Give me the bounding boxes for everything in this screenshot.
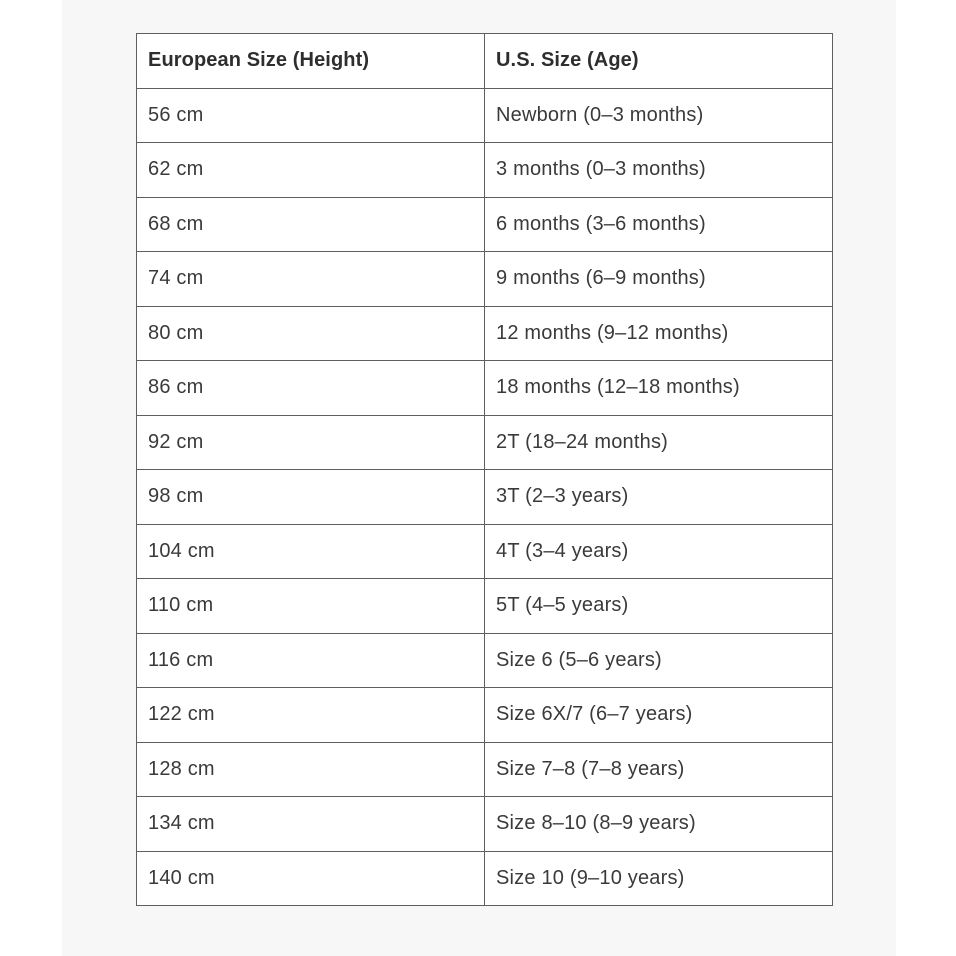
cell-european-size: 116 cm bbox=[137, 633, 485, 688]
table-row bbox=[137, 197, 833, 252]
table-header bbox=[137, 34, 833, 89]
table-row bbox=[137, 524, 833, 579]
table-row bbox=[137, 579, 833, 634]
cell-us-size: 3T (2–3 years) bbox=[485, 470, 833, 525]
cell-european-size: 110 cm bbox=[137, 579, 485, 634]
cell-european-size: 92 cm bbox=[137, 415, 485, 470]
cell-european-size: 104 cm bbox=[137, 524, 485, 579]
size-conversion-table bbox=[136, 33, 833, 906]
cell-european-size: 128 cm bbox=[137, 742, 485, 797]
cell-us-size: 12 months (9–12 months) bbox=[485, 306, 833, 361]
cell-us-size: 2T (18–24 months) bbox=[485, 415, 833, 470]
cell-us-size: Size 8–10 (8–9 years) bbox=[485, 797, 833, 852]
table-row bbox=[137, 851, 833, 906]
cell-us-size: 3 months (0–3 months) bbox=[485, 143, 833, 198]
cell-us-size: 6 months (3–6 months) bbox=[485, 197, 833, 252]
table-row bbox=[137, 470, 833, 525]
cell-us-size: Size 6 (5–6 years) bbox=[485, 633, 833, 688]
cell-us-size: Size 7–8 (7–8 years) bbox=[485, 742, 833, 797]
cell-us-size: 18 months (12–18 months) bbox=[485, 361, 833, 416]
cell-european-size: 98 cm bbox=[137, 470, 485, 525]
cell-us-size: 9 months (6–9 months) bbox=[485, 252, 833, 307]
cell-us-size: 4T (3–4 years) bbox=[485, 524, 833, 579]
cell-european-size: 122 cm bbox=[137, 688, 485, 743]
cell-european-size: 62 cm bbox=[137, 143, 485, 198]
cell-us-size: 5T (4–5 years) bbox=[485, 579, 833, 634]
cell-european-size: 86 cm bbox=[137, 361, 485, 416]
cell-us-size: Size 6X/7 (6–7 years) bbox=[485, 688, 833, 743]
cell-us-size: Size 10 (9–10 years) bbox=[485, 851, 833, 906]
cell-european-size: 80 cm bbox=[137, 306, 485, 361]
table-row bbox=[137, 797, 833, 852]
table-row bbox=[137, 415, 833, 470]
cell-european-size: 74 cm bbox=[137, 252, 485, 307]
cell-european-size: 140 cm bbox=[137, 851, 485, 906]
cell-us-size: Newborn (0–3 months) bbox=[485, 88, 833, 143]
table-row bbox=[137, 88, 833, 143]
table-row bbox=[137, 143, 833, 198]
cell-european-size: 68 cm bbox=[137, 197, 485, 252]
cell-european-size: 56 cm bbox=[137, 88, 485, 143]
header-european-size: European Size (Height) bbox=[137, 34, 485, 89]
cell-european-size: 134 cm bbox=[137, 797, 485, 852]
table-row bbox=[137, 742, 833, 797]
header-row bbox=[137, 34, 833, 89]
table-row bbox=[137, 633, 833, 688]
header-us-size: U.S. Size (Age) bbox=[485, 34, 833, 89]
table-row bbox=[137, 252, 833, 307]
table-body bbox=[137, 88, 833, 906]
table-row bbox=[137, 306, 833, 361]
table-row bbox=[137, 361, 833, 416]
table-row bbox=[137, 688, 833, 743]
